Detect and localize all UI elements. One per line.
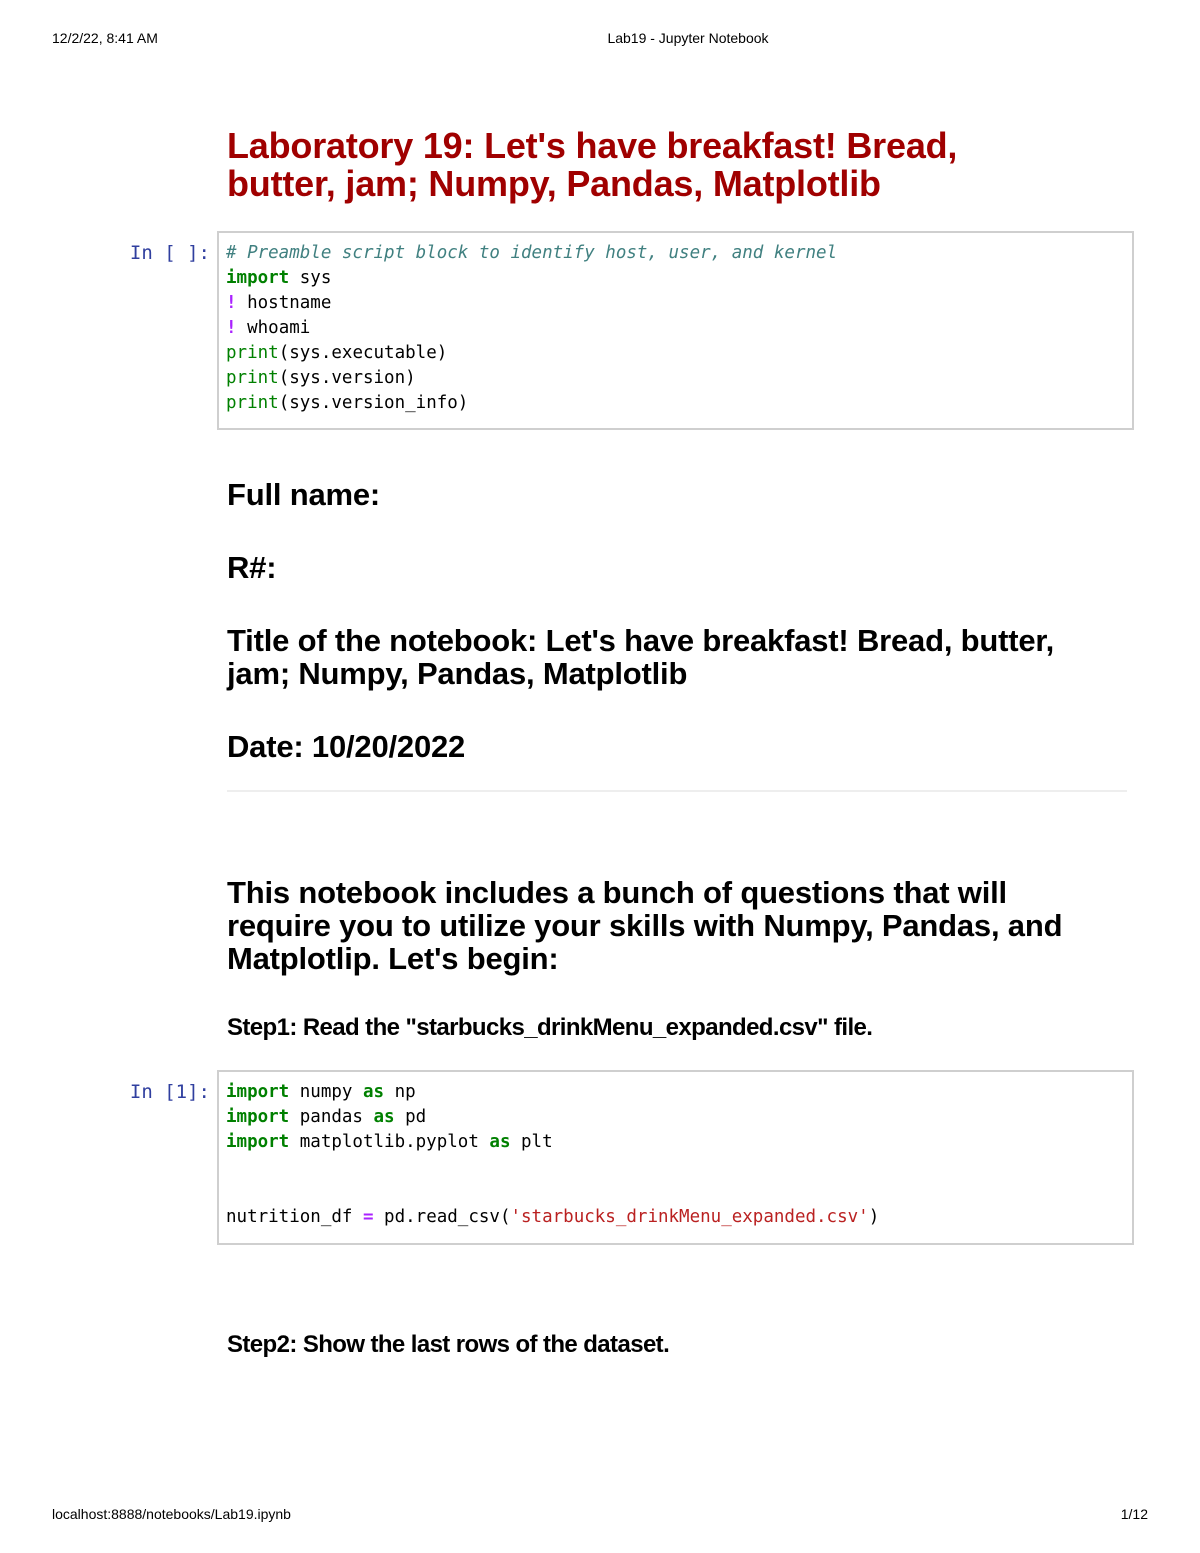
code-text: np xyxy=(384,1082,416,1102)
code-text: matplotlib.pyplot xyxy=(289,1132,490,1152)
print-datetime: 12/2/22, 8:41 AM xyxy=(52,30,158,46)
shell-bang: ! xyxy=(226,318,237,338)
step1-heading: Step1: Read the "starbucks_drinkMenu_expanded.csv" file. xyxy=(227,1014,873,1041)
code-operator: = xyxy=(362,1207,374,1227)
print-page-title: Lab19 - Jupyter Notebook xyxy=(607,30,769,46)
code-text: (sys.version) xyxy=(278,368,416,388)
print-header xyxy=(0,30,1200,50)
intro-heading xyxy=(227,876,1127,975)
code-text: plt xyxy=(510,1132,553,1152)
code-text: numpy xyxy=(289,1082,363,1102)
print-url: localhost:8888/notebooks/Lab19.ipynb xyxy=(52,1506,291,1522)
code-string: 'starbucks_drinkMenu_expanded.csv' xyxy=(510,1207,869,1227)
code-keyword: import xyxy=(226,1082,290,1102)
code-text: (sys.executable) xyxy=(278,343,448,363)
print-page-number: 1/12 xyxy=(1120,1506,1148,1522)
notebook-title-heading xyxy=(227,624,1127,690)
code-text: pd.read_csv( xyxy=(373,1207,511,1227)
rnum-heading: R#: xyxy=(227,550,277,585)
code-text: sys xyxy=(289,268,332,288)
notebook-main-title xyxy=(227,127,1127,203)
code-text: pandas xyxy=(289,1107,374,1127)
code-editor[interactable] xyxy=(219,1072,1132,1230)
shell-bang: ! xyxy=(226,293,237,313)
cell1-prompt: In [ ]: xyxy=(129,242,210,264)
horizontal-rule xyxy=(227,790,1127,792)
intro-line-2: require you to utilize your skills with Numpy, Pandas, and xyxy=(227,908,1063,943)
step2-heading: Step2: Show the last rows of the dataset. xyxy=(227,1331,670,1358)
intro-line-1: This notebook includes a bunch of questions that will xyxy=(227,875,1007,910)
title-line-1: Laboratory 19: Let's have breakfast! Bread, xyxy=(227,125,958,166)
notebook-title-line-2: jam; Numpy, Pandas, Matplotlib xyxy=(227,656,688,691)
code-comment: # Preamble script block to identify host, user, and kernel xyxy=(226,243,838,263)
code-editor[interactable] xyxy=(219,233,1132,416)
code-text: ) xyxy=(868,1207,880,1227)
intro-line-3: Matplotlip. Let's begin: xyxy=(227,941,559,976)
code-text: nutrition_df xyxy=(226,1207,363,1227)
cell2-prompt: In [1]: xyxy=(129,1081,210,1103)
code-text: whoami xyxy=(236,318,311,338)
code-text: (sys.version_info) xyxy=(278,393,469,413)
full-name-heading: Full name: xyxy=(227,477,381,512)
code-keyword: import xyxy=(226,1132,290,1152)
code-cell-preamble[interactable] xyxy=(217,231,1134,430)
print-footer xyxy=(0,1506,1200,1526)
code-keyword: import xyxy=(226,1107,290,1127)
code-cell-imports[interactable] xyxy=(217,1070,1134,1245)
code-keyword: as xyxy=(489,1132,511,1152)
code-builtin: print xyxy=(226,368,279,388)
code-keyword: as xyxy=(362,1082,385,1102)
title-line-2: butter, jam; Numpy, Pandas, Matplotlib xyxy=(227,163,881,204)
code-keyword: import xyxy=(226,268,290,288)
code-text: pd xyxy=(394,1107,427,1127)
code-builtin: print xyxy=(226,393,279,413)
date-heading: Date: 10/20/2022 xyxy=(227,729,466,764)
code-text: hostname xyxy=(236,293,332,313)
code-keyword: as xyxy=(373,1107,395,1127)
code-builtin: print xyxy=(226,343,279,363)
notebook-title-line-1: Title of the notebook: Let's have breakfast! Bread, butter, xyxy=(227,623,1054,658)
